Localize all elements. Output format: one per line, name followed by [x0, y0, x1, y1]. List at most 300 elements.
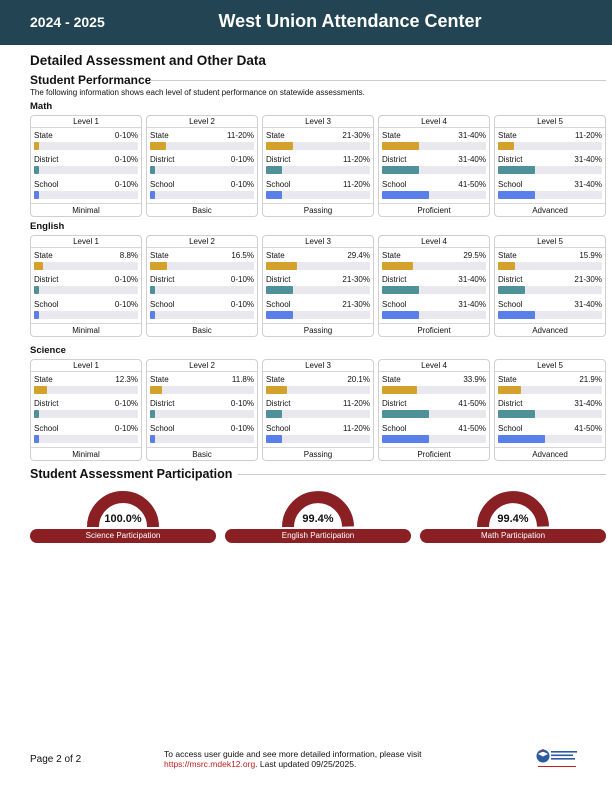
bar-fill [498, 410, 535, 418]
bar-track [382, 386, 486, 394]
bar-fill [34, 166, 39, 174]
metric-name: District [150, 275, 175, 285]
participation-value: 99.4% [302, 513, 334, 525]
metric-name: District [34, 399, 59, 409]
metric-name: District [266, 275, 291, 285]
metric-name: School [34, 423, 59, 433]
level-card [146, 235, 258, 337]
participation-gauge [30, 487, 216, 545]
bar-fill [150, 435, 155, 443]
metric-school [495, 421, 605, 445]
bar-fill [266, 410, 282, 418]
performance-levels-row [30, 359, 606, 461]
level-heading: Level 5 [495, 116, 605, 128]
bar-fill [498, 262, 515, 270]
bar-track [382, 166, 486, 174]
bar-fill [382, 142, 419, 150]
level-heading: Level 3 [263, 236, 373, 248]
metric-name: State [382, 251, 401, 260]
metric-value: 29.4% [347, 251, 370, 260]
metric-name: School [34, 299, 59, 309]
metric-name: School [382, 179, 407, 189]
bar-fill [382, 410, 429, 418]
bar-track [266, 191, 370, 199]
metric-name: School [498, 423, 523, 433]
metric-school [379, 421, 489, 445]
bar-fill [498, 286, 525, 294]
metric-value: 8.8% [119, 251, 138, 260]
bar-track [34, 311, 138, 319]
metric-value: 20.1% [347, 375, 370, 384]
metric-name: State [382, 131, 401, 140]
metric-name: State [34, 375, 53, 384]
participation-value: 99.4% [497, 513, 529, 525]
level-heading: Level 4 [379, 360, 489, 372]
performance-levels-row [30, 235, 606, 337]
metric-district [31, 152, 141, 176]
bar-fill [150, 386, 162, 394]
metric-value: 11-20% [343, 423, 370, 433]
metric-name: State [34, 251, 53, 260]
metric-name: State [150, 131, 169, 140]
bar-track [498, 286, 602, 294]
level-card [262, 359, 374, 461]
metric-value: 31-40% [574, 155, 602, 165]
bar-track [150, 386, 254, 394]
metric-name: School [150, 179, 175, 189]
metric-state [495, 248, 605, 272]
metric-state [147, 128, 257, 152]
level-heading: Level 5 [495, 236, 605, 248]
level-descriptor: Basic [147, 323, 257, 336]
bar-track [498, 435, 602, 443]
bar-track [498, 386, 602, 394]
metric-school [263, 177, 373, 201]
bar-track [382, 262, 486, 270]
metric-value: 0-10% [230, 423, 254, 433]
bar-fill [266, 435, 282, 443]
metric-state [263, 128, 373, 152]
bar-fill [266, 262, 297, 270]
metric-name: State [266, 251, 285, 260]
metric-name: School [498, 179, 523, 189]
level-card [378, 359, 490, 461]
level-descriptor: Advanced [495, 447, 605, 460]
metric-name: District [382, 399, 407, 409]
metric-value: 0-10% [114, 275, 138, 285]
level-heading: Level 3 [263, 360, 373, 372]
metric-value: 0-10% [230, 179, 254, 189]
metric-school [31, 421, 141, 445]
metric-value: 31-40% [574, 179, 602, 189]
metric-value: 16.5% [231, 251, 254, 260]
metric-value: 41-50% [458, 423, 486, 433]
bar-track [498, 166, 602, 174]
bar-fill [498, 386, 521, 394]
metric-state [31, 372, 141, 396]
metric-name: District [498, 399, 523, 409]
participation-gauge [420, 487, 606, 545]
metric-name: School [150, 299, 175, 309]
metric-state [31, 128, 141, 152]
metric-name: District [266, 155, 291, 165]
bar-fill [382, 386, 417, 394]
msrc-link[interactable]: https://msrc.mdek12.org [164, 759, 256, 769]
metric-value: 11-20% [343, 179, 370, 189]
bar-track [150, 286, 254, 294]
metric-school [31, 297, 141, 321]
metric-value: 15.9% [579, 251, 602, 260]
level-card [30, 235, 142, 337]
bar-track [266, 410, 370, 418]
bar-fill [266, 386, 287, 394]
level-descriptor: Proficient [379, 447, 489, 460]
bar-fill [266, 286, 293, 294]
mde-logo [534, 745, 582, 773]
metric-value: 0-10% [230, 299, 254, 309]
bar-track [266, 311, 370, 319]
level-card [262, 115, 374, 217]
metric-name: State [150, 375, 169, 384]
metric-name: School [150, 423, 175, 433]
level-descriptor: Passing [263, 203, 373, 216]
bar-fill [150, 166, 155, 174]
level-heading: Level 1 [31, 360, 141, 372]
bar-fill [266, 166, 282, 174]
metric-value: 0-10% [114, 299, 138, 309]
level-descriptor: Minimal [31, 447, 141, 460]
bar-fill [34, 142, 39, 150]
bar-track [498, 191, 602, 199]
bar-fill [498, 142, 514, 150]
bar-track [34, 142, 138, 150]
student-performance-description: The following information shows each level of student performance on statewide assessments. [30, 88, 365, 97]
level-descriptor: Basic [147, 447, 257, 460]
metric-name: State [266, 131, 285, 140]
bar-track [382, 435, 486, 443]
metric-value: 21-30% [342, 131, 370, 140]
level-heading: Level 5 [495, 360, 605, 372]
level-heading: Level 4 [379, 236, 489, 248]
metric-value: 41-50% [574, 423, 602, 433]
metric-value: 11-20% [343, 155, 370, 165]
metric-school [147, 421, 257, 445]
bar-fill [266, 142, 293, 150]
level-descriptor: Advanced [495, 323, 605, 336]
level-card [30, 359, 142, 461]
metric-state [379, 248, 489, 272]
bar-fill [150, 142, 166, 150]
metric-state [379, 372, 489, 396]
metric-district [31, 272, 141, 296]
bar-track [150, 262, 254, 270]
bar-track [150, 142, 254, 150]
level-descriptor: Passing [263, 447, 373, 460]
metric-value: 11-20% [227, 131, 254, 140]
metric-value: 21-30% [342, 299, 370, 309]
metric-district [495, 396, 605, 420]
bar-fill [34, 262, 43, 270]
metric-name: State [498, 251, 517, 260]
metric-district [263, 152, 373, 176]
bar-track [34, 191, 138, 199]
metric-value: 31-40% [574, 299, 602, 309]
metric-district [147, 396, 257, 420]
school-name: West Union Attendance Center [218, 11, 482, 31]
bar-track [150, 410, 254, 418]
metric-district [379, 152, 489, 176]
page-number: Page 2 of 2 [30, 754, 82, 765]
bar-fill [382, 262, 413, 270]
metric-school [495, 177, 605, 201]
bar-track [266, 142, 370, 150]
level-heading: Level 2 [147, 116, 257, 128]
footer-line-1: To access user guide and see more detailed information, please visit [164, 749, 422, 759]
footer-last-updated: . Last updated 09/25/2025. [255, 759, 357, 769]
page-title: Detailed Assessment and Other Data [30, 53, 266, 68]
participation-label: Science Participation [30, 529, 216, 543]
metric-value: 21-30% [342, 275, 370, 285]
metric-district [495, 152, 605, 176]
page-header [0, 0, 612, 45]
level-descriptor: Basic [147, 203, 257, 216]
bar-track [382, 410, 486, 418]
metric-value: 11-20% [575, 131, 602, 140]
metric-value: 41-50% [458, 399, 486, 409]
metric-value: 0-10% [114, 399, 138, 409]
metric-value: 33.9% [463, 375, 486, 384]
bar-track [498, 410, 602, 418]
metric-value: 12.3% [115, 375, 138, 384]
metric-state [147, 248, 257, 272]
bar-fill [34, 311, 39, 319]
metric-state [495, 128, 605, 152]
metric-value: 11-20% [343, 399, 370, 409]
level-card [494, 115, 606, 217]
metric-value: 29.5% [463, 251, 486, 260]
level-heading: Level 3 [263, 116, 373, 128]
metric-name: State [382, 375, 401, 384]
metric-school [495, 297, 605, 321]
participation-label: English Participation [225, 529, 411, 543]
metric-name: District [150, 155, 175, 165]
metric-district [147, 272, 257, 296]
metric-name: District [266, 399, 291, 409]
bar-track [266, 435, 370, 443]
metric-name: State [34, 131, 53, 140]
bar-track [34, 435, 138, 443]
level-descriptor: Advanced [495, 203, 605, 216]
bar-fill [150, 262, 167, 270]
section-divider [238, 474, 606, 475]
bar-fill [150, 311, 155, 319]
bar-track [34, 386, 138, 394]
metric-name: State [498, 131, 517, 140]
metric-name: State [266, 375, 285, 384]
metric-school [263, 421, 373, 445]
bar-track [382, 142, 486, 150]
bar-track [34, 262, 138, 270]
bar-track [382, 286, 486, 294]
bar-fill [150, 286, 155, 294]
metric-school [379, 177, 489, 201]
bar-fill [382, 311, 419, 319]
student-performance-title: Student Performance [30, 73, 152, 87]
metric-value: 41-50% [458, 179, 486, 189]
metric-value: 11.8% [231, 375, 254, 384]
metric-name: District [34, 155, 59, 165]
subject-label: Science [30, 345, 66, 356]
bar-track [382, 311, 486, 319]
metric-district [147, 152, 257, 176]
level-card [494, 359, 606, 461]
footer-text [164, 749, 464, 769]
metric-name: District [382, 155, 407, 165]
bar-fill [266, 191, 282, 199]
metric-value: 0-10% [114, 155, 138, 165]
bar-track [150, 311, 254, 319]
bar-track [498, 262, 602, 270]
metric-name: District [498, 155, 523, 165]
level-card [262, 235, 374, 337]
bar-track [266, 166, 370, 174]
level-heading: Level 4 [379, 116, 489, 128]
metric-school [263, 297, 373, 321]
level-descriptor: Minimal [31, 323, 141, 336]
metric-value: 0-10% [114, 179, 138, 189]
bar-track [150, 166, 254, 174]
bar-fill [34, 386, 47, 394]
metric-value: 31-40% [574, 399, 602, 409]
bar-track [150, 191, 254, 199]
metric-name: District [382, 275, 407, 285]
metric-name: School [498, 299, 523, 309]
metric-state [31, 248, 141, 272]
participation-title: Student Assessment Participation [30, 467, 233, 481]
bar-fill [382, 286, 419, 294]
metric-value: 21-30% [574, 275, 602, 285]
metric-name: State [498, 375, 517, 384]
metric-name: District [34, 275, 59, 285]
section-divider [150, 80, 606, 81]
metric-value: 31-40% [458, 155, 486, 165]
metric-name: School [382, 299, 407, 309]
subject-label: English [30, 221, 65, 232]
bar-track [498, 311, 602, 319]
metric-district [263, 396, 373, 420]
bar-track [498, 142, 602, 150]
level-descriptor: Proficient [379, 203, 489, 216]
metric-name: School [266, 299, 291, 309]
metric-value: 0-10% [114, 423, 138, 433]
metric-value: 31-40% [458, 299, 486, 309]
metric-name: School [382, 423, 407, 433]
bar-fill [498, 191, 535, 199]
metric-district [495, 272, 605, 296]
bar-fill [34, 410, 39, 418]
level-heading: Level 1 [31, 236, 141, 248]
metric-district [263, 272, 373, 296]
bar-track [266, 386, 370, 394]
metric-name: District [150, 399, 175, 409]
level-card [494, 235, 606, 337]
level-heading: Level 1 [31, 116, 141, 128]
metric-school [379, 297, 489, 321]
metric-name: School [266, 423, 291, 433]
level-card [30, 115, 142, 217]
metric-state [263, 248, 373, 272]
bar-track [34, 410, 138, 418]
bar-fill [498, 166, 535, 174]
school-year: 2024 - 2025 [30, 14, 105, 30]
metric-school [31, 177, 141, 201]
participation-value: 100.0% [104, 513, 142, 525]
metric-name: District [498, 275, 523, 285]
participation-gauge [225, 487, 411, 545]
bar-track [266, 286, 370, 294]
level-descriptor: Minimal [31, 203, 141, 216]
bar-fill [498, 311, 535, 319]
bar-fill [150, 191, 155, 199]
bar-fill [498, 435, 545, 443]
bar-fill [382, 435, 429, 443]
metric-value: 0-10% [230, 155, 254, 165]
metric-state [263, 372, 373, 396]
bar-track [150, 435, 254, 443]
metric-district [379, 272, 489, 296]
metric-state [147, 372, 257, 396]
level-heading: Level 2 [147, 360, 257, 372]
metric-value: 21.9% [579, 375, 602, 384]
metric-state [379, 128, 489, 152]
level-card [378, 115, 490, 217]
bar-fill [150, 410, 155, 418]
bar-track [34, 166, 138, 174]
level-card [146, 359, 258, 461]
bar-fill [266, 311, 293, 319]
bar-track [266, 262, 370, 270]
bar-track [34, 286, 138, 294]
metric-district [31, 396, 141, 420]
metric-value: 0-10% [230, 275, 254, 285]
metric-name: School [34, 179, 59, 189]
subject-label: Math [30, 101, 53, 112]
bar-fill [382, 191, 429, 199]
metric-value: 0-10% [230, 399, 254, 409]
level-card [146, 115, 258, 217]
metric-value: 31-40% [458, 275, 486, 285]
metric-name: School [266, 179, 291, 189]
level-card [378, 235, 490, 337]
bar-fill [34, 191, 39, 199]
bar-fill [34, 286, 39, 294]
bar-track [382, 191, 486, 199]
participation-label: Math Participation [420, 529, 606, 543]
metric-value: 31-40% [458, 131, 486, 140]
bar-fill [34, 435, 39, 443]
performance-levels-row [30, 115, 606, 217]
metric-name: State [150, 251, 169, 260]
metric-school [147, 177, 257, 201]
metric-school [147, 297, 257, 321]
metric-state [495, 372, 605, 396]
bar-fill [382, 166, 419, 174]
level-heading: Level 2 [147, 236, 257, 248]
metric-value: 0-10% [114, 131, 138, 140]
level-descriptor: Passing [263, 323, 373, 336]
level-descriptor: Proficient [379, 323, 489, 336]
metric-district [379, 396, 489, 420]
